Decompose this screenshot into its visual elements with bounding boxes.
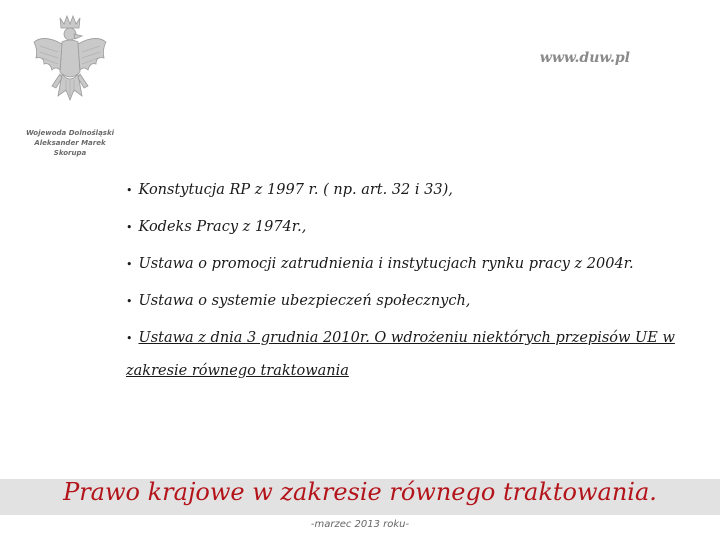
list-item: [126, 291, 696, 312]
list-item: [126, 217, 696, 238]
slide-footer: -marzec 2013 roku-: [310, 519, 410, 530]
list-item-text: Ustawa o systemie ubezpieczeń społecznych,: [138, 293, 471, 309]
list-item: [126, 180, 696, 201]
bullet: •: [126, 258, 133, 271]
list-item-text: Kodeks Pracy z 1974r.,: [138, 219, 307, 235]
bullet: •: [126, 184, 133, 197]
bullet: •: [126, 221, 133, 234]
list-item-text: Ustawa o promocji zatrudnienia i instytucjach rynku pracy z 2004r.: [138, 256, 634, 272]
polish-eagle-emblem-icon: [30, 12, 110, 122]
list-item-link[interactable]: [126, 322, 696, 388]
list-item-text: Konstytucja RP z 1997 r. ( np. art. 32 i 33),: [138, 182, 453, 198]
emblem-block: [18, 12, 122, 157]
list-item-text[interactable]: Ustawa z dnia 3 grudnia 2010r. O wdrożeniu niektórych przepisów UE w zakresie równego traktowania: [126, 330, 675, 379]
legal-acts-list: [126, 180, 696, 404]
website-link[interactable]: www.duw.pl: [539, 50, 630, 66]
bullet: •: [126, 332, 133, 345]
slide-title: Prawo krajowe w zakresie równego traktowania.: [63, 478, 657, 506]
emblem-caption: [18, 128, 122, 158]
emblem-caption-line1: Wojewoda Dolnośląski: [25, 129, 115, 137]
emblem-caption-line2: Aleksander Marek Skorupa: [34, 139, 106, 157]
bullet: •: [126, 295, 133, 308]
list-item: [126, 254, 696, 275]
